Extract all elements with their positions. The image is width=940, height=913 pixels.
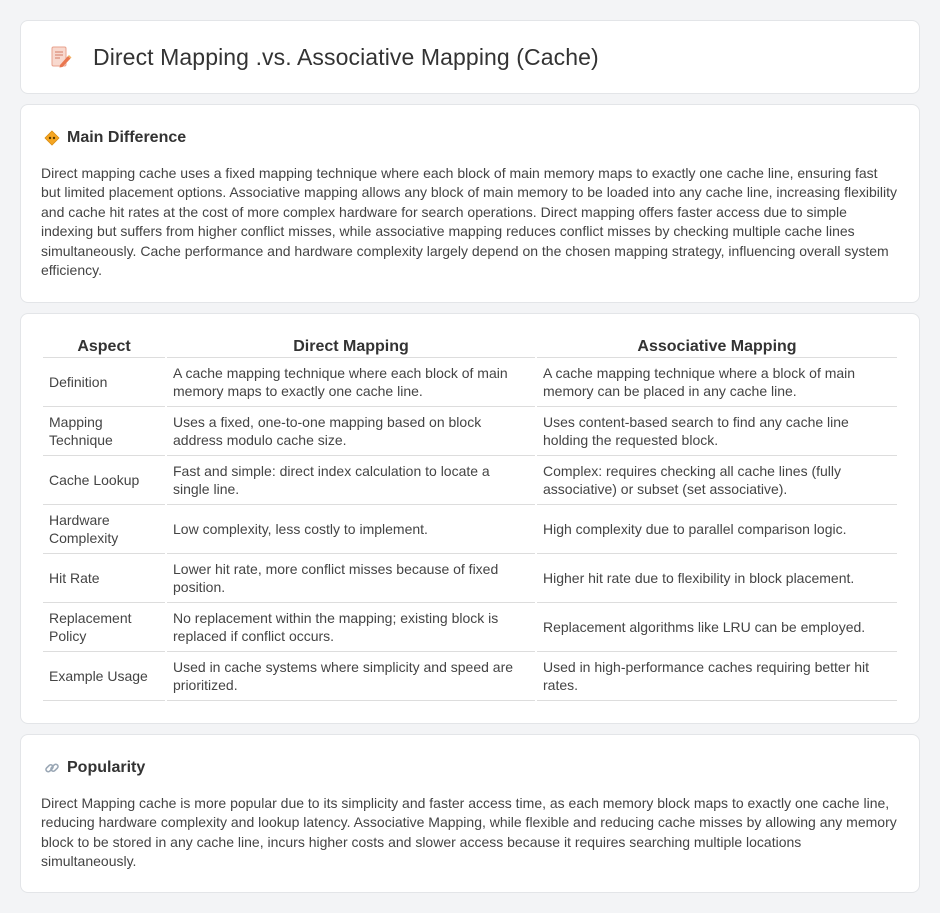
table-row: [43, 554, 897, 603]
header-direct-mapping: Direct Mapping: [167, 336, 535, 358]
direct-cell: Lower hit rate, more conflict misses because of fixed position.: [167, 554, 535, 603]
associative-cell: Used in high-performance caches requiring better hit rates.: [537, 652, 897, 701]
popularity-card: [20, 734, 920, 893]
table-header-row: [43, 336, 897, 358]
table-row: [43, 407, 897, 456]
associative-cell: Uses content-based search to find any cache line holding the requested block.: [537, 407, 897, 456]
document-pencil-icon: [47, 44, 73, 70]
link-icon: [43, 759, 61, 777]
table-row: [43, 652, 897, 701]
direct-cell: No replacement within the mapping; existing block is replaced if conflict occurs.: [167, 603, 535, 652]
main-difference-heading: Main Difference: [67, 129, 187, 146]
aspect-cell: Hit Rate: [43, 554, 165, 603]
table-row: [43, 456, 897, 505]
direct-cell: Uses a fixed, one-to-one mapping based on block address modulo cache size.: [167, 407, 535, 456]
associative-cell: High complexity due to parallel comparison logic.: [537, 505, 897, 554]
direct-cell: Fast and simple: direct index calculation to locate a single line.: [167, 456, 535, 505]
aspect-cell: Example Usage: [43, 652, 165, 701]
aspect-cell: Definition: [43, 358, 165, 407]
associative-cell: Replacement algorithms like LRU can be employed.: [537, 603, 897, 652]
table-row: [43, 358, 897, 407]
table-row: [43, 505, 897, 554]
associative-cell: Higher hit rate due to flexibility in block placement.: [537, 554, 897, 603]
diamond-sign-icon: [43, 129, 61, 147]
header-aspect: Aspect: [43, 336, 165, 358]
table-row: [43, 603, 897, 652]
aspect-cell: Mapping Technique: [43, 407, 165, 456]
comparison-card: [20, 313, 920, 724]
aspect-cell: Cache Lookup: [43, 456, 165, 505]
page-title: Direct Mapping .vs. Associative Mapping (Cache): [93, 43, 599, 70]
direct-cell: Used in cache systems where simplicity and speed are prioritized.: [167, 652, 535, 701]
title-card: [20, 20, 920, 94]
aspect-cell: Hardware Complexity: [43, 505, 165, 554]
associative-cell: A cache mapping technique where a block of main memory can be placed in any cache line.: [537, 358, 897, 407]
associative-cell: Complex: requires checking all cache lines (fully associative) or subset (set associative).: [537, 456, 897, 505]
comparison-table: [41, 336, 899, 701]
direct-cell: A cache mapping technique where each block of main memory maps to exactly one cache line.: [167, 358, 535, 407]
direct-cell: Low complexity, less costly to implement.: [167, 505, 535, 554]
popularity-text: Direct Mapping cache is more popular due to its simplicity and faster access time, as each memory block maps to exactly one cache line, reducing hardware complexity and lookup latency. Associative Mapping, while flexible and reducing cache misses by allowing any memory block to be stored in any cache line, incurs higher costs and slower access because it requires searching multiple locations simultaneously.: [41, 795, 897, 870]
popularity-heading: Popularity: [67, 759, 146, 776]
header-associative-mapping: Associative Mapping: [537, 336, 897, 358]
aspect-cell: Replacement Policy: [43, 603, 165, 652]
main-difference-text: Direct mapping cache uses a fixed mapping technique where each block of main memory maps to exactly one cache line, ensuring fast but limited placement options. Associative mapping allows any block of main memory to be loaded into any cache line, increasing flexibility and cache hit rates at the cost of more complex hardware for search operations. Direct mapping offers faster access due to simple indexing but suffers from higher conflict misses, while associative mapping reduces conflict misses by checking multiple cache lines simultaneously. Cache performance and hardware complexity largely depend on the chosen mapping strategy, influencing overall system efficiency.: [41, 165, 898, 279]
main-difference-card: [20, 104, 920, 303]
